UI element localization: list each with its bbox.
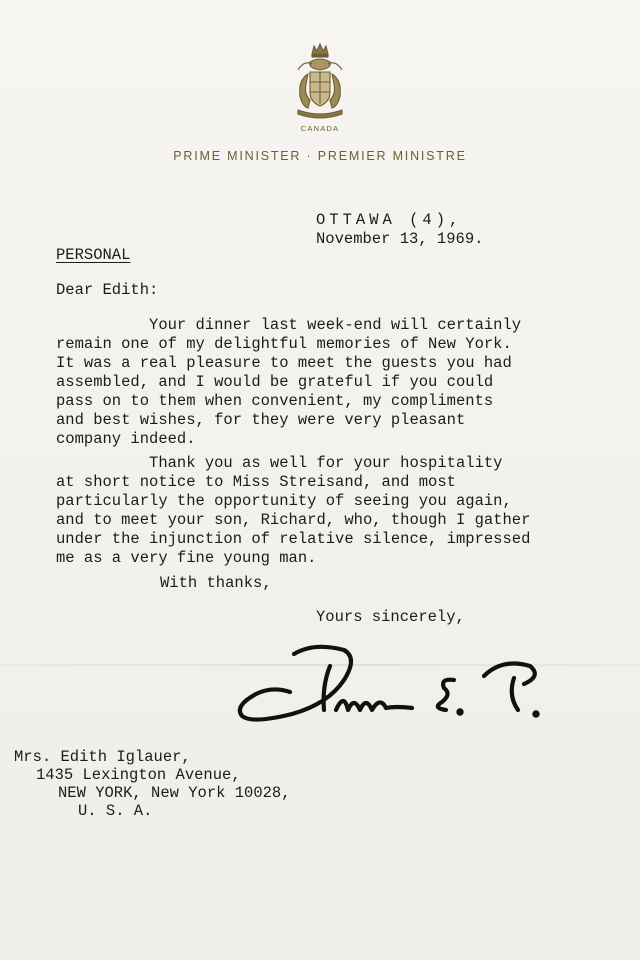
body-paragraph-2: Thank you as well for your hospitality at short notice to Miss Streisand, and most particularly the opportunity of seeing you again, and to meet your son, Richard, who, though I gather under the injunction of relative silence, impressed me as a very fine young man. bbox=[56, 454, 531, 567]
recipient-street: 1435 Lexington Avenue, bbox=[36, 766, 241, 784]
letterhead-office: PRIME MINISTER · PREMIER MINISTRE bbox=[173, 149, 467, 163]
coat-of-arms-icon bbox=[290, 40, 350, 124]
body-paragraph-1: Your dinner last week-end will certainly remain one of my delightful memories of New York. It was a real pleasure to meet the guests you had assembled, and I would be grateful if you could pass on to them when convenient, my compliments and best wishes, for they were very pleasant company indeed. bbox=[56, 316, 522, 448]
letter-place: OTTAWA (4), bbox=[316, 211, 463, 229]
handwritten-signature bbox=[232, 636, 552, 732]
letter-date: November 13, 1969. bbox=[316, 230, 484, 248]
recipient-city: NEW YORK, New York 10028, bbox=[58, 784, 291, 802]
closing-line: Yours sincerely, bbox=[316, 608, 465, 626]
crest-caption: CANADA bbox=[300, 124, 340, 133]
recipient-name: Mrs. Edith Iglauer, bbox=[14, 748, 191, 766]
recipient-country: U. S. A. bbox=[78, 802, 153, 820]
with-thanks: With thanks, bbox=[160, 574, 272, 592]
salutation: Dear Edith: bbox=[56, 281, 159, 299]
personal-marking: PERSONAL bbox=[56, 246, 131, 264]
